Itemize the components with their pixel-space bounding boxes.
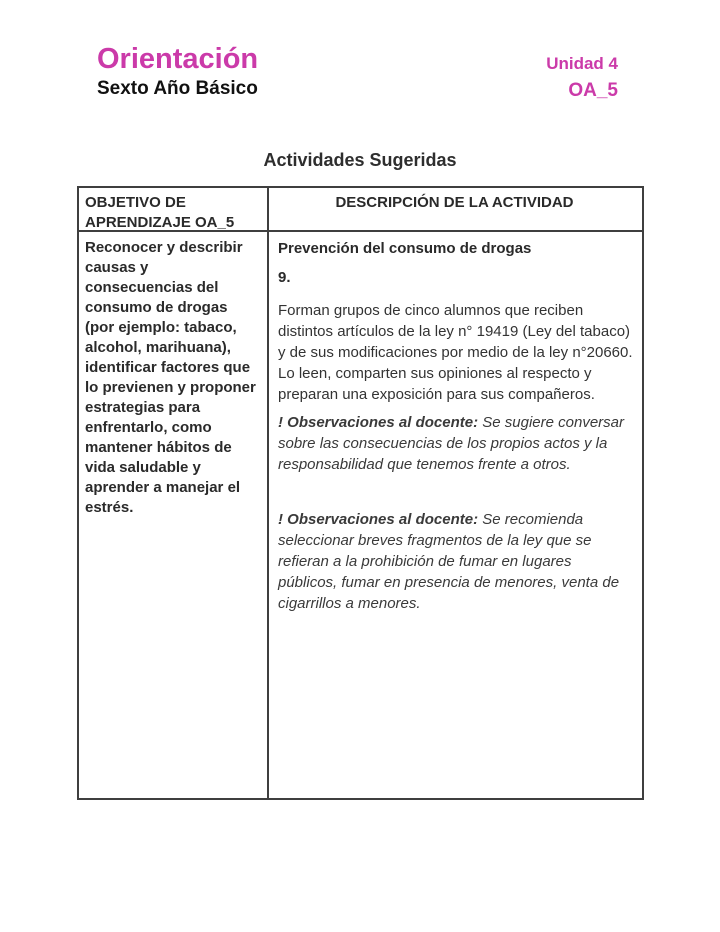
activity-number: 9. <box>278 269 291 286</box>
activities-table <box>77 186 644 800</box>
note-text: Se sugiere conversar sobre las consecuencias de los propios actos y la responsabilidad que tenemos frente a otros. <box>278 414 624 473</box>
activity-heading: Prevención del consumo de drogas <box>278 240 532 257</box>
oa-label: OA_5 <box>568 79 618 101</box>
brand-block <box>97 44 258 100</box>
doc-subtitle: Sexto Año Básico <box>97 78 258 100</box>
description-header-cell: DESCRIPCIÓN DE LA ACTIVIDAD <box>269 188 642 232</box>
note-label: ! Observaciones al docente: <box>278 511 479 528</box>
unit-label: Unidad 4 <box>546 54 618 73</box>
objective-header-cell: OBJETIVO DE APRENDIZAJE OA_5 <box>79 188 269 232</box>
teacher-note <box>278 509 634 614</box>
unit-meta-block <box>546 44 618 102</box>
section-title: Actividades Sugeridas <box>263 150 457 170</box>
activity-paragraph: Forman grupos de cinco alumnos que reciben distintos artículos de la ley n° 19419 (Ley del tabaco) y de sus modificaciones por medio de la ley n°20660. Lo leen, comparten sus opiniones al respecto y preparan una exposición para sus compañeros. <box>278 302 633 403</box>
note-label: ! Observaciones al docente: <box>278 414 479 431</box>
teacher-note <box>278 412 634 475</box>
note-text: Se recomienda seleccionar breves fragmentos de la ley que se refieran a la prohibición de fumar en lugares públicos, fumar en presencia de menores, venta de cigarrillos a menores. <box>278 511 620 612</box>
document-header <box>97 44 618 102</box>
description-cell <box>269 232 642 798</box>
doc-title: Orientación <box>97 43 259 75</box>
objective-cell: Reconocer y describir causas y consecuencias del consumo de drogas (por ejemplo: tabaco, alcohol, marihuana), identificar factores que lo previenen y proponer estrategias para enfrentarlo, como mantener hábitos de vida saludable y aprender a manejar el estrés. <box>79 232 269 798</box>
